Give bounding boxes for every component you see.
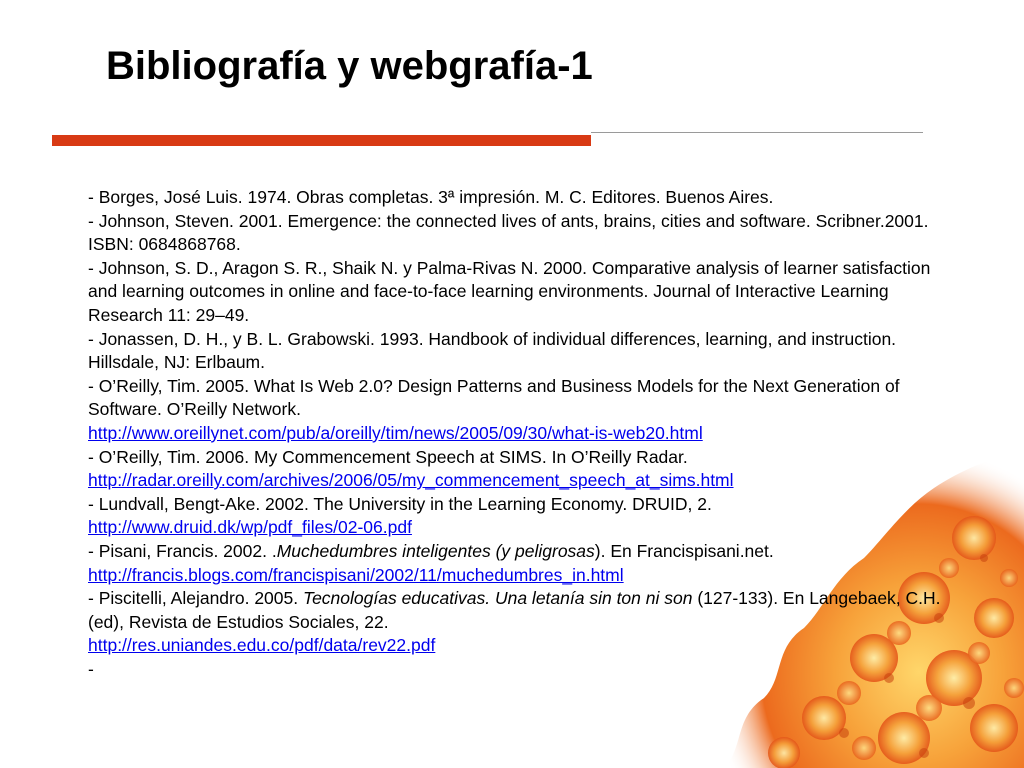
slide-title: Bibliografía y webgrafía-1 (106, 44, 593, 88)
reference-text: - (88, 658, 94, 679)
reference-item (88, 540, 958, 587)
reference-text: - O’Reilly, Tim. 2006. My Commencement Speech at SIMS. In O’Reilly Radar. (88, 446, 688, 467)
reference-item (88, 658, 958, 682)
reference-link[interactable]: http://www.druid.dk/wp/pdf_files/02-06.pdf (88, 517, 412, 538)
reference-link[interactable]: http://radar.oreilly.com/archives/2006/05/my_commencement_speech_at_sims.html (88, 470, 734, 491)
reference-text: - Piscitelli, Alejandro. 2005. (88, 588, 303, 609)
reference-link[interactable]: http://www.oreillynet.com/pub/a/oreilly/tim/news/2005/09/30/what-is-web20.html (88, 422, 703, 443)
reference-item (88, 210, 958, 257)
title-underline-accent (52, 135, 591, 146)
reference-item (88, 375, 958, 446)
reference-text: - Borges, José Luis. 1974. Obras completas. 3ª impresión. M. C. Editores. Buenos Aires. (88, 187, 774, 207)
reference-item (88, 328, 958, 375)
reference-text: - Jonassen, D. H., y B. L. Grabowski. 1993. Handbook of individual differences, learning, and instruction. Hillsdale, NJ: Erlbaum. (88, 328, 897, 373)
reference-text: - Johnson, S. D., Aragon S. R., Shaik N. y Palma-Rivas N. 2000. Comparative analysis of learner satisfaction and learning outcomes in online and face-to-face learning environments. Journal of Interactive Learning Research 11: 29–49. (88, 257, 931, 325)
reference-text: - Pisani, Francis. 2002. . (88, 540, 277, 561)
reference-item (88, 587, 958, 658)
reference-text: - Johnson, Steven. 2001. Emergence: the connected lives of ants, brains, cities and software. Scribner.2001. ISBN: 0684868768. (88, 210, 929, 255)
reference-link[interactable]: http://res.uniandes.edu.co/pdf/data/rev22.pdf (88, 635, 436, 656)
reference-item (88, 257, 958, 328)
reference-italic-title: Tecnologías educativas. Una letanía sin ton ni son (302, 588, 693, 609)
reference-list (88, 186, 958, 681)
reference-text: ). En Francispisani.net. (594, 540, 774, 561)
reference-text: (127-133). En Langebaek, C.H. (ed), Revista de Estudios Sociales, 22. (88, 588, 941, 632)
reference-item (88, 186, 958, 210)
reference-text: - Lundvall, Bengt-Ake. 2002. The University in the Learning Economy. DRUID, 2. (88, 493, 712, 514)
reference-link[interactable]: http://francis.blogs.com/francispisani/2002/11/muchedumbres_in.html (88, 564, 624, 585)
reference-item (88, 493, 958, 540)
title-underline-line (591, 132, 923, 133)
reference-italic-title: Muchedumbres inteligentes (y peligrosas (276, 540, 595, 561)
reference-text: - O’Reilly, Tim. 2005. What Is Web 2.0? Design Patterns and Business Models for the Next Generation of Software. O’Reilly Network. (88, 375, 900, 420)
reference-item (88, 446, 958, 493)
